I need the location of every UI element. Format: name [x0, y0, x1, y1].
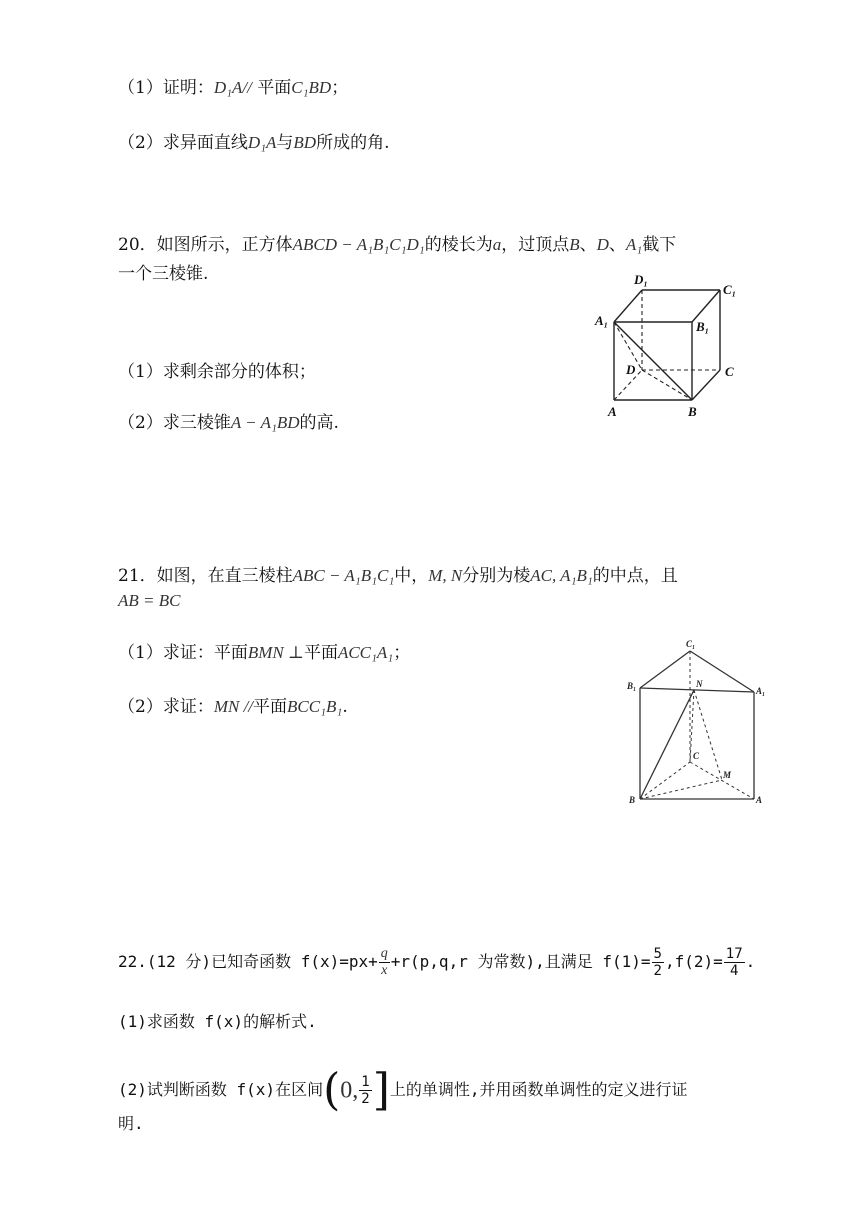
q19-part2-prefix: （2）求异面直线 — [118, 133, 248, 153]
label-d1: D₁ — [634, 272, 648, 287]
q20-math-a: a — [492, 235, 502, 254]
q20-cube-figure — [592, 268, 752, 428]
label-d: D — [626, 362, 636, 377]
label-c: C — [725, 364, 734, 379]
q20-math-b: B — [569, 235, 580, 254]
q20-part2-prefix: （2）求三棱锥 — [118, 413, 231, 433]
edge-a1b — [614, 322, 692, 400]
label-a1: A₁ — [595, 313, 609, 328]
q19-part2-end: 所成的角. — [316, 133, 390, 153]
q19-part1-math-c1bd: C₁BD — [291, 78, 332, 97]
q19-part1-end: ； — [331, 78, 349, 98]
q21-math-ab-bc: AB = BC — [118, 591, 181, 610]
q22-part1: (1)求函数 f(x)的解析式. — [118, 1012, 317, 1031]
q19-part1-prefix: （1）证明： — [118, 78, 214, 98]
q20-part2 — [118, 411, 339, 435]
q20-part1: （1）求剩余部分的体积； — [118, 362, 316, 382]
q20-stem-e: 、 — [608, 235, 626, 255]
edge-bn — [640, 690, 694, 799]
q20-part2-math: A − A₁BD — [230, 413, 300, 432]
q22-frac-17-over-4 — [724, 946, 745, 979]
q20-stem-f: 截下 — [642, 235, 677, 255]
q21-part2-end: . — [342, 697, 348, 717]
q19-part1-math-d1a: D₁A// — [213, 78, 252, 97]
q22-part2 — [118, 1064, 688, 1116]
label-a1: A₁ — [756, 686, 766, 696]
q22-frac-1-over-2 — [359, 1074, 371, 1107]
hidden-nm — [694, 690, 722, 780]
q20-part2-end: 的高. — [299, 413, 339, 433]
q20-stem-d: 、 — [579, 235, 597, 255]
q22-stem-d: . — [745, 952, 756, 971]
q21-stem-d: 的中点，且 — [592, 566, 678, 586]
q20-stem-line2: 一个三棱锥. — [118, 264, 209, 284]
label-b1: B₁ — [627, 681, 637, 691]
q21-math-prism: ABC − A₁B₁C₁ — [292, 566, 395, 585]
q21-part1-math2: ACC₁A₁ — [337, 643, 394, 662]
frac-denominator: 4 — [729, 963, 739, 979]
edge-b1c1 — [640, 651, 690, 688]
label-b: B — [629, 795, 636, 805]
hidden-bm — [640, 780, 722, 799]
edge-b1c1 — [692, 290, 720, 322]
q20-math-a1: A₁ — [625, 235, 643, 254]
q19-part2-math-bd: BD — [293, 133, 317, 152]
q22-part2-wrap: 明. — [118, 1114, 144, 1133]
q21-stem-line2 — [118, 589, 180, 613]
label-b: B — [688, 404, 697, 419]
q20-stem-a: 20．如图所示，正方体 — [118, 235, 293, 255]
q22-frac-q-over-x — [379, 946, 390, 979]
q22-part2-text: 上的单调性,并用函数单调性的定义进行证 — [389, 1080, 688, 1099]
q21-part1 — [118, 641, 410, 665]
q21-part2-math2: BCC₁B₁ — [287, 697, 343, 716]
q19-part2-and: 与 — [276, 133, 294, 153]
q21-stem-line1 — [118, 564, 678, 588]
q22-stem — [118, 944, 755, 980]
label-n: N — [696, 679, 703, 689]
q19-part1 — [118, 76, 348, 100]
q21-part2-prefix: （2）求证： — [118, 697, 214, 717]
q22-frac-5-over-2 — [652, 946, 664, 979]
label-c: C — [693, 751, 700, 761]
q21-prism-figure — [622, 635, 772, 815]
frac-numerator: 17 — [725, 946, 743, 962]
frac-numerator: 5 — [653, 946, 662, 962]
q21-part1-math1: BMN ⊥ — [247, 643, 304, 662]
edge-a1d1 — [614, 290, 642, 322]
q22-stem-c: ,f(2)= — [664, 952, 723, 971]
frac-denominator: 2 — [653, 963, 662, 979]
q21-math-mn: M, N — [428, 566, 463, 585]
q21-part2 — [118, 695, 348, 719]
q21-part1-end: ； — [393, 643, 411, 663]
q20-stem-line1 — [118, 233, 676, 257]
q21-part1-plane: 平面 — [303, 643, 338, 663]
q21-part2-math1: MN // — [213, 697, 254, 716]
q20-math-cube: ABCD − A₁B₁C₁D₁ — [292, 235, 425, 254]
label-a: A — [756, 795, 763, 805]
label-a: A — [608, 404, 617, 419]
interval-open-paren: ( — [323, 1064, 341, 1116]
frac-denominator: x — [381, 963, 388, 978]
interval-close-bracket: ] — [372, 1064, 390, 1116]
edge-bc — [692, 370, 720, 400]
q21-stem-c: 分别为棱 — [462, 566, 531, 586]
q22-stem-a: 22.(12 分)已知奇函数 f(x)=px+ — [118, 952, 378, 971]
label-c1: C₁ — [686, 639, 696, 649]
label-c1: C₁ — [723, 282, 737, 297]
q21-part1-prefix: （1）求证：平面 — [118, 643, 248, 663]
q21-stem-b: 中， — [394, 566, 429, 586]
q21-math-edges: AC, A₁B₁ — [530, 566, 593, 585]
q22-part2-prefix: (2)试判断函数 f(x)在区间 — [118, 1080, 324, 1099]
q20-stem-c: ，过顶点 — [501, 235, 570, 255]
q21-stem-a: 21．如图，在直三棱柱 — [118, 566, 293, 586]
frac-numerator: q — [380, 946, 388, 961]
q20-stem-b: 的棱长为 — [424, 235, 493, 255]
q19-part2 — [118, 131, 389, 155]
q19-part1-plane: 平面 — [251, 78, 292, 98]
frac-denominator: 2 — [361, 1091, 370, 1107]
label-b1: B₁ — [696, 319, 710, 334]
label-m: M — [723, 770, 732, 780]
frac-numerator: 1 — [361, 1074, 370, 1090]
q21-part2-plane: 平面 — [253, 697, 288, 717]
q22-stem-b: +r(p,q,r 为常数),且满足 f(1)= — [390, 952, 651, 971]
q19-part2-math-d1a: D₁A — [247, 133, 277, 152]
interval-zero: 0, — [340, 1077, 359, 1104]
q20-math-d: D — [596, 235, 609, 254]
